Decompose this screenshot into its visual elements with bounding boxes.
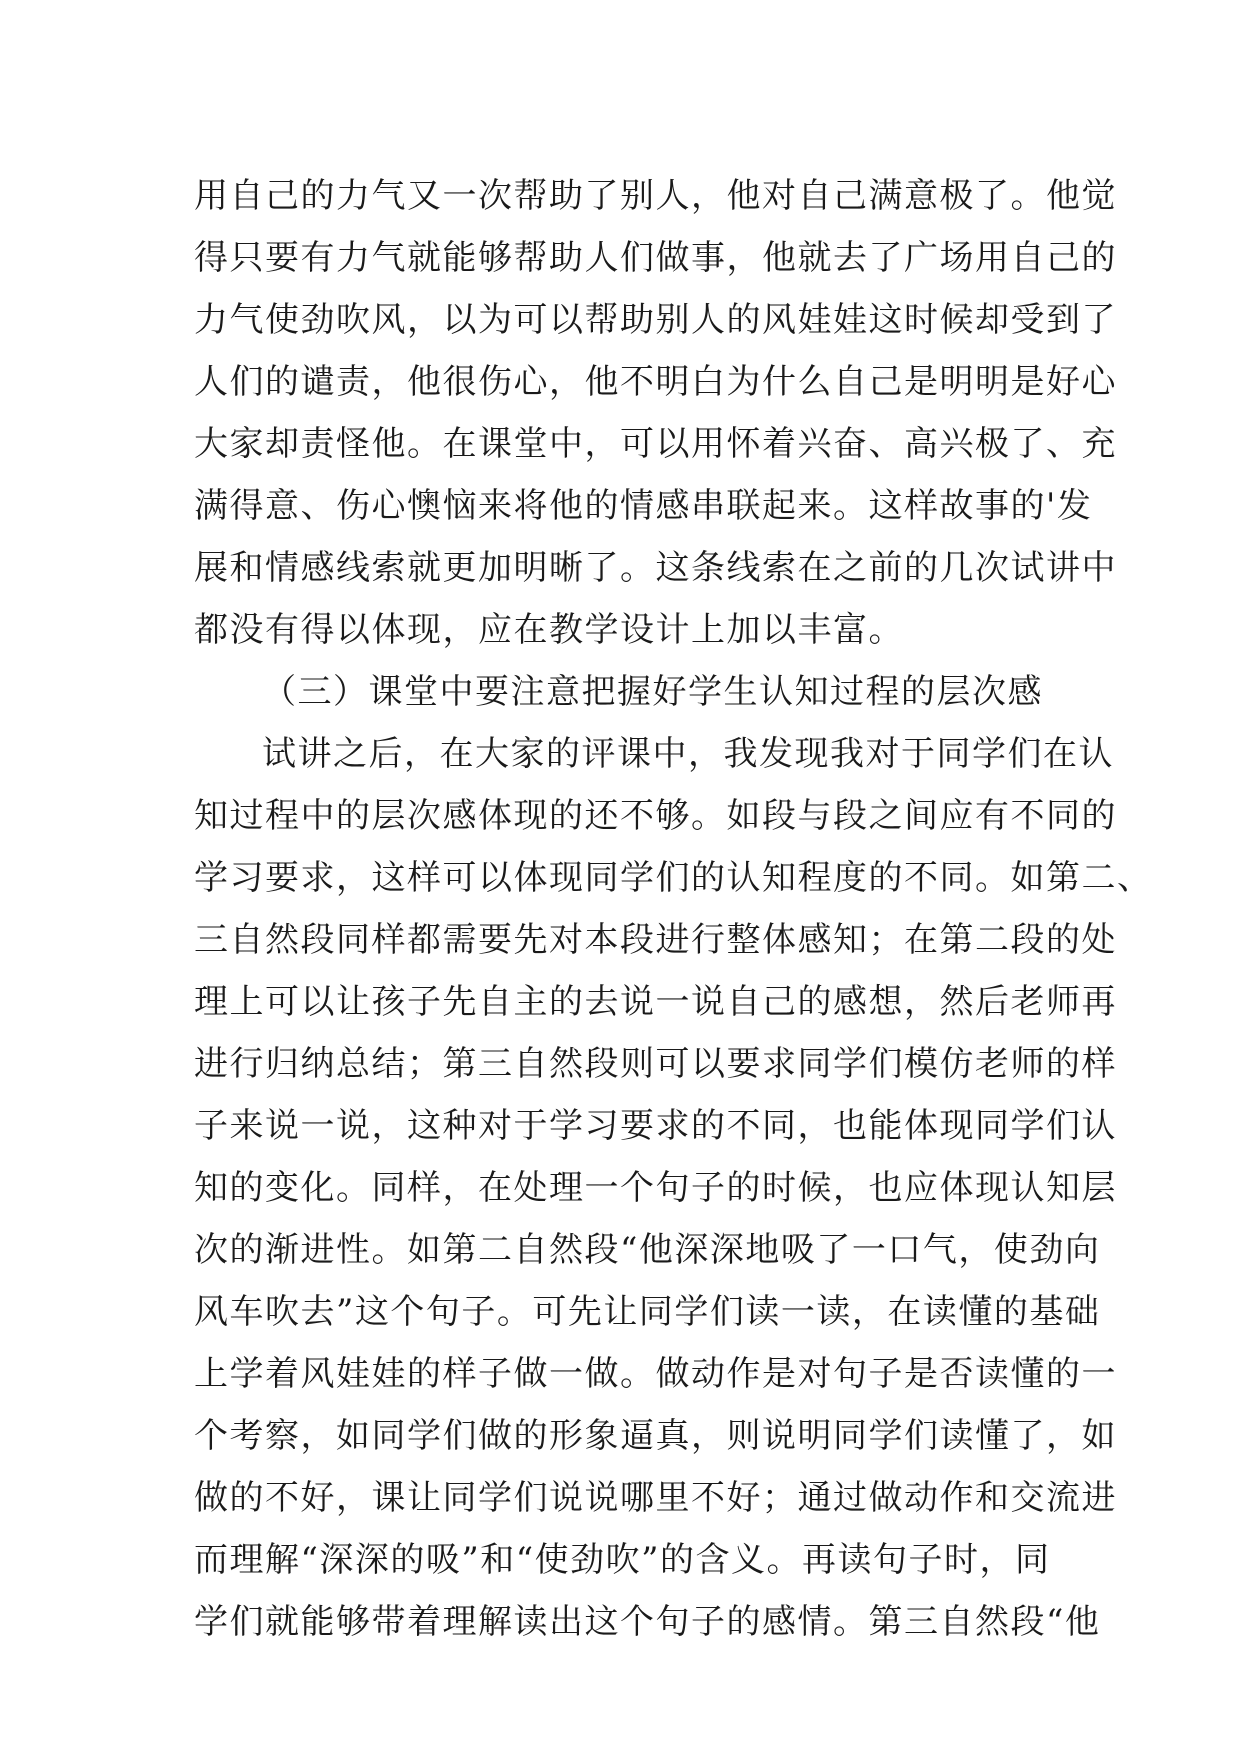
text-line: 都没有得以体现，应在教学设计上加以丰富。	[194, 610, 904, 650]
text-line: 风车吹去”这个句子。可先让同学们读一读，在读懂的基础	[194, 1292, 1101, 1332]
text-line: 做的不好，课让同学们说说哪里不好；通过做动作和交流进	[194, 1478, 1117, 1518]
text-line: 而理解“深深的吸”和“使劲吹”的含义。再读句子时，同	[194, 1540, 1051, 1580]
paragraph-start-line: 试讲之后，在大家的评课中，我发现我对于同学们在认	[262, 734, 1114, 774]
text-line: 理上可以让孩子先自主的去说一说自己的感想，然后老师再	[194, 982, 1117, 1022]
text-line: 知的变化。同样，在处理一个句子的时候，也应体现认知层	[194, 1168, 1117, 1208]
text-line: 人们的谴责，他很伤心，他不明白为什么自己是明明是好心	[194, 362, 1117, 402]
text-line: 展和情感线索就更加明晰了。这条线索在之前的几次试讲中	[194, 548, 1117, 588]
body-text	[194, 165, 1153, 1653]
text-line: 三自然段同样都需要先对本段进行整体感知；在第二段的处	[194, 920, 1117, 960]
section-heading: （三）课堂中要注意把握好学生认知过程的层次感	[262, 672, 1043, 712]
text-line: 大家却责怪他。在课堂中，可以用怀着兴奋、高兴极了、充	[194, 424, 1117, 464]
text-line: 知过程中的层次感体现的还不够。如段与段之间应有不同的	[194, 796, 1117, 836]
text-line: 次的渐进性。如第二自然段“他深深地吸了一口气，使劲向	[194, 1230, 1101, 1270]
text-line: 学们就能够带着理解读出这个句子的感情。第三自然段“他	[194, 1602, 1101, 1642]
text-line: 满得意、伤心懊恼来将他的情感串联起来。这样故事的'发	[194, 486, 1093, 526]
text-line: 力气使劲吹风，以为可以帮助别人的风娃娃这时候却受到了	[194, 300, 1117, 340]
text-line: 个考察，如同学们做的形象逼真，则说明同学们读懂了，如	[194, 1416, 1117, 1456]
text-line: 用自己的力气又一次帮助了别人，他对自己满意极了。他觉	[194, 176, 1117, 216]
text-line: 子来说一说，这种对于学习要求的不同，也能体现同学们认	[194, 1106, 1117, 1146]
text-line: 得只要有力气就能够帮助人们做事，他就去了广场用自己的	[194, 238, 1117, 278]
text-line: 上学着风娃娃的样子做一做。做动作是对句子是否读懂的一	[194, 1354, 1117, 1394]
text-line: 进行归纳总结；第三自然段则可以要求同学们模仿老师的样	[194, 1044, 1117, 1084]
text-line: 学习要求，这样可以体现同学们的认知程度的不同。如第二、	[194, 858, 1153, 898]
